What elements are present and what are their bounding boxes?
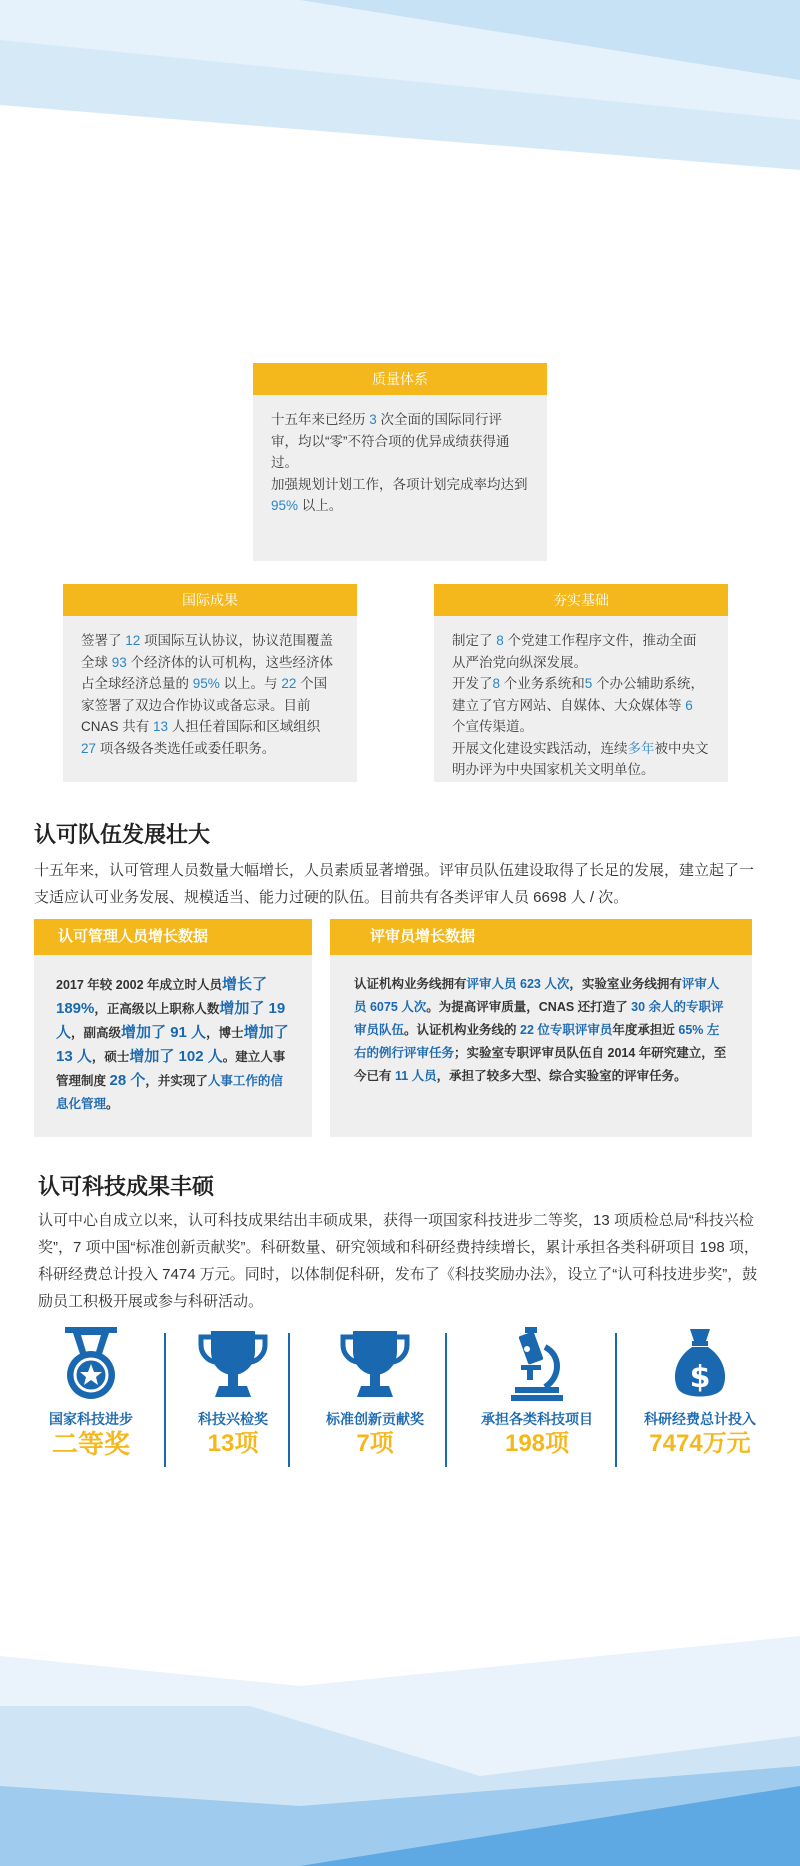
award-research-funding: [630, 1325, 770, 1459]
award-inspection: [173, 1325, 293, 1459]
quality-paragraph-2: 加强规划计划工作，各项计划完成率均达到 95% 以上。: [271, 476, 528, 513]
medal-icon: [59, 1325, 123, 1403]
quality-paragraph-1: 十五年来已经历 3 次全面的国际同行评审，均以“零”不符合项的优异成绩获得通过。: [271, 412, 510, 470]
award-value: 13项: [207, 1430, 259, 1457]
trophy-icon: [197, 1325, 269, 1403]
foundation-paragraph-1: 制定了 8 个党建工作程序文件，推动全面从严治党向纵深发展。: [452, 633, 697, 670]
award-value: 198项: [504, 1430, 570, 1457]
international-card-title: 国际成果: [63, 584, 357, 616]
money-bag-icon: [668, 1325, 732, 1403]
quality-card: [253, 363, 547, 561]
divider: [445, 1333, 447, 1467]
divider: [164, 1333, 166, 1467]
award-research-projects: [462, 1325, 612, 1459]
award-value: 二等奖: [51, 1429, 130, 1459]
research-section-title: 认可科技成果丰硕: [38, 1174, 215, 1199]
award-label: 承担各类科技项目: [481, 1411, 593, 1427]
foundation-card-title: 夯实基础: [434, 584, 728, 616]
quality-card-title: 质量体系: [253, 363, 547, 395]
awards-row: [30, 1325, 770, 1475]
top-wave-decoration: [0, 0, 800, 200]
foundation-paragraph-3: 开展文化建设实践活动，连续多年被中央文明办评为中央国家机关文明单位。: [452, 740, 709, 777]
divider: [288, 1333, 290, 1467]
staff-growth-card: [34, 919, 312, 1137]
award-standard-innovation: [305, 1325, 445, 1459]
foundation-paragraph-2: 开发了8 个业务系统和5 个办公辅助系统，建立了官方网站、自媒体、大众媒体等 6 个宣传渠道。: [452, 676, 705, 734]
research-section-text: 认可中心自成立以来，认可科技成果结出丰硕成果，获得一项国家科技进步二等奖，13 项质检总局“科技兴检奖”，7 项中国“标准创新贡献奖”。科研数量、研究领域和科研经费持续增长，累计承担各类科研项目 198 项，科研经费总计投入 7474 万元。同时，以体制促科研，发布了《科技奖励办法》，设立了“认可科技进步奖”，鼓励员工积极开展或参与科研活动。: [38, 1212, 759, 1310]
award-label: 科研经费总计投入: [644, 1411, 756, 1427]
trophy-icon: [339, 1325, 411, 1403]
assessor-growth-card-title: 评审员增长数据: [330, 919, 752, 955]
assessor-growth-text: 认证机构业务线拥有评审人员 623 人次，实验室业务线拥有评审人员 6075 人次。为提高评审质量，CNAS 还打造了 30 余人的专职评审员队伍。认证机构业务线的 22 位专职评审员年度承担近 65% 左右的例行评审任务；实验室专职评审员队伍自 2014 年研究建立，至今已有 11 人员，承担了较多大型、综合实验室的评审任务。: [354, 977, 727, 1083]
award-label: 标准创新贡献奖: [326, 1411, 424, 1427]
international-paragraph: 签署了 12 项国际互认协议，协议范围覆盖全球 93 个经济体的认可机构，这些经济体占全球经济总量的 95% 以上。与 22 个国家签署了双边合作协议或备忘录。目前 CNAS 共有 13 人担任着国际和区域组织 27 项各级各类选任或委任职务。: [81, 633, 334, 756]
microscope-icon: [505, 1325, 569, 1403]
bottom-wave-decoration: [0, 1636, 800, 1866]
international-card: [63, 584, 357, 782]
award-value: 7项: [356, 1430, 394, 1457]
award-label: 国家科技进步: [49, 1411, 133, 1427]
staff-growth-card-title: 认可管理人员增长数据: [34, 919, 312, 955]
award-label: 科技兴检奖: [198, 1411, 268, 1427]
assessor-growth-card: [330, 919, 752, 1137]
team-section-text: 十五年来，认可管理人员数量大幅增长，人员素质显著增强。评审员队伍建设取得了长足的发展，建立起了一支适应认可业务发展、规模适当、能力过硬的队伍。目前共有各类评审人员 6698 人 / 次。: [34, 862, 755, 906]
divider: [615, 1333, 617, 1467]
award-value: 7474万元: [649, 1430, 751, 1457]
staff-growth-text: 2017 年较 2002 年成立时人员增长了 189%，正高级以上职称人数增加了 19 人，副高级增加了 91 人，博士增加了 13 人，硕士增加了 102 人。建立人事管理制度 28 个，并实现了人事工作的信息化管理。: [56, 976, 289, 1111]
foundation-card: [434, 584, 728, 782]
svg-text:$: $: [689, 1360, 711, 1395]
team-section-title: 认可队伍发展壮大: [34, 822, 211, 847]
award-national-progress: [30, 1325, 152, 1459]
